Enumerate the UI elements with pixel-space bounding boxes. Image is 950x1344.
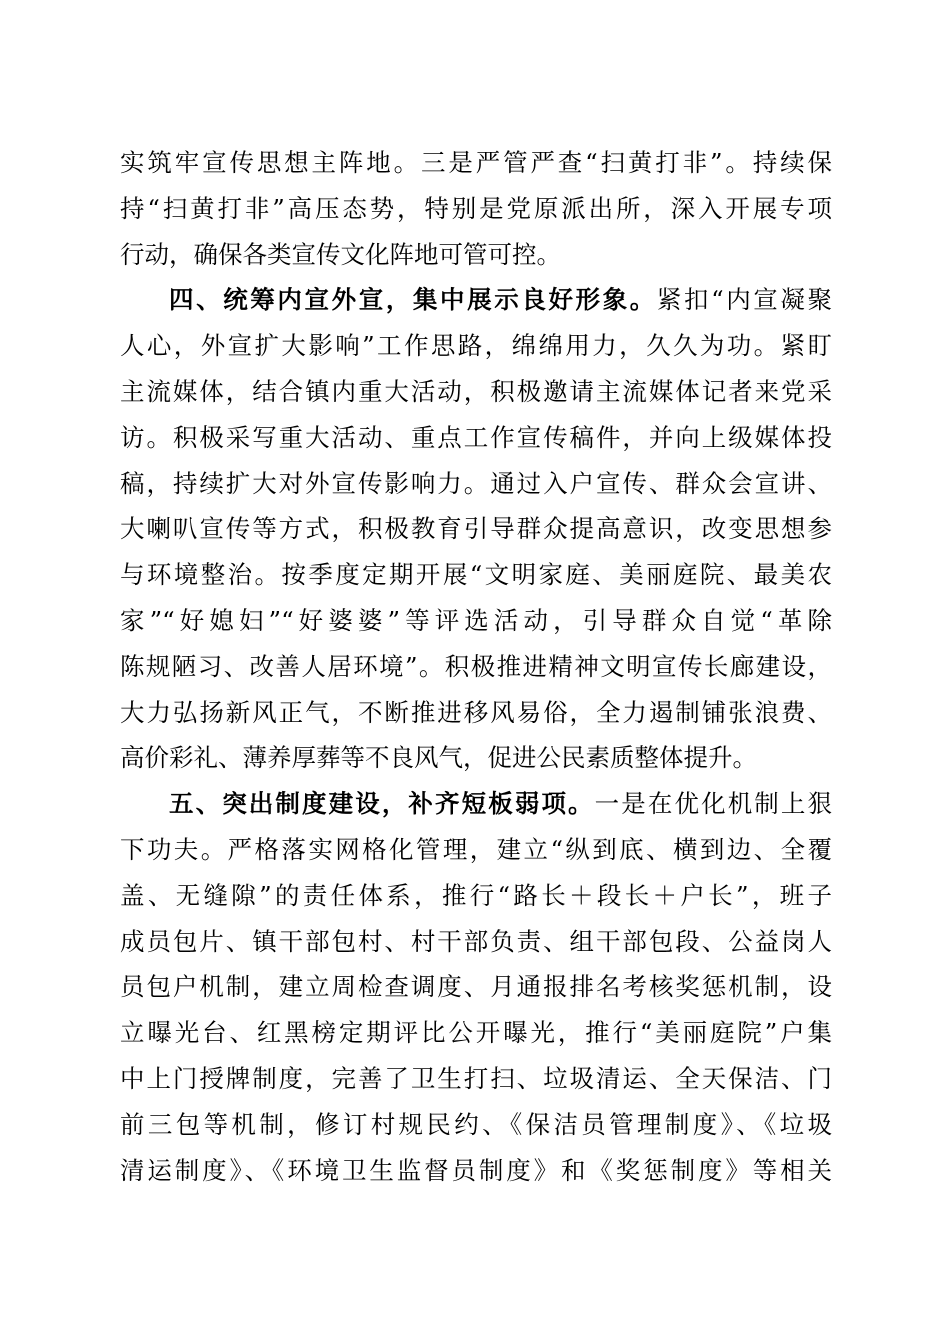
line-text: 家”“好媳妇”“好婆婆”等评选活动，引导群众自觉“革除 [120,605,832,635]
body-text [120,140,832,1193]
line-text: 盖、无缝隙”的责任体系，推行“路长＋段长＋户长”，班子 [120,880,832,910]
section-heading: 五、突出制度建设，补齐短板弱项。 [169,789,595,819]
text-line [120,369,832,415]
text-line [120,552,832,598]
line-text: 与环境整治。按季度定期开展“文明家庭、美丽庭院、最美农 [120,560,832,590]
text-line [120,232,832,278]
line-text: 紧扣“内宣凝聚 [656,285,833,315]
line-text: 主流媒体，结合镇内重大活动，积极邀请主流媒体记者来党采 [120,376,832,406]
line-text: 大喇叭宣传等方式，积极教育引导群众提高意识，改变思想参 [120,514,832,544]
text-line [120,735,832,781]
text-line [120,827,832,873]
text-line [120,323,832,369]
line-text: 稿，持续扩大对外宣传影响力。通过入户宣传、群众会宣讲、 [120,468,832,498]
line-text: 访。积极采写重大活动、重点工作宣传稿件，并向上级媒体投 [120,422,832,452]
text-line [120,461,832,507]
line-text: 下功夫。严格落实网格化管理，建立“纵到底、横到边、全覆 [120,834,832,864]
text-line [120,644,832,690]
line-text: 员包户机制，建立周检查调度、月通报排名考核奖惩机制，设 [120,972,832,1002]
text-line [120,1010,832,1056]
line-text: 持“扫黄打非”高压态势，特别是党原派出所，深入开展专项 [120,193,832,223]
text-line [120,919,832,965]
text-line [120,690,832,736]
section-heading-line [120,277,832,323]
text-line [120,1102,832,1148]
text-line [120,873,832,919]
text-line [120,186,832,232]
line-text: 陈规陋习、改善人居环境”。积极推进精神文明宣传长廊建设， [120,651,832,681]
line-text: 人心，外宣扩大影响”工作思路，绵绵用力，久久为功。紧盯 [120,331,832,361]
line-text: 立曝光台、红黑榜定期评比公开曝光，推行“美丽庭院”户集 [120,1018,832,1048]
text-line [120,1148,832,1194]
line-text: 中上门授牌制度，完善了卫生打扫、垃圾清运、全天保洁、门 [120,1063,832,1093]
line-text: 一是在优化机制上狠 [594,789,833,819]
text-line [120,506,832,552]
section-heading-line [120,781,832,827]
line-text: 大力弘扬新风正气，不断推进移风易俗，全力遏制铺张浪费、 [120,697,832,727]
text-line [120,140,832,186]
text-line [120,964,832,1010]
line-text: 高价彩礼、薄养厚葬等不良风气，促进公民素质整体提升。 [120,743,757,773]
line-text: 前三包等机制，修订村规民约、《保洁员管理制度》、《垃圾 [120,1109,832,1139]
line-text: 实筑牢宣传思想主阵地。三是严管严查“扫黄打非”。持续保 [120,148,832,177]
line-text: 成员包片、镇干部包村、村干部负责、组干部包段、公益岗人 [120,926,832,956]
line-text: 行动，确保各类宣传文化阵地可管可控。 [120,239,561,269]
line-text: 清运制度》、《环境卫生监督员制度》和《奖惩制度》等相关 [120,1155,832,1185]
text-line [120,1056,832,1102]
section-heading: 四、统筹内宣外宣，集中展示良好形象。 [169,285,657,315]
text-line [120,415,832,461]
text-line [120,598,832,644]
